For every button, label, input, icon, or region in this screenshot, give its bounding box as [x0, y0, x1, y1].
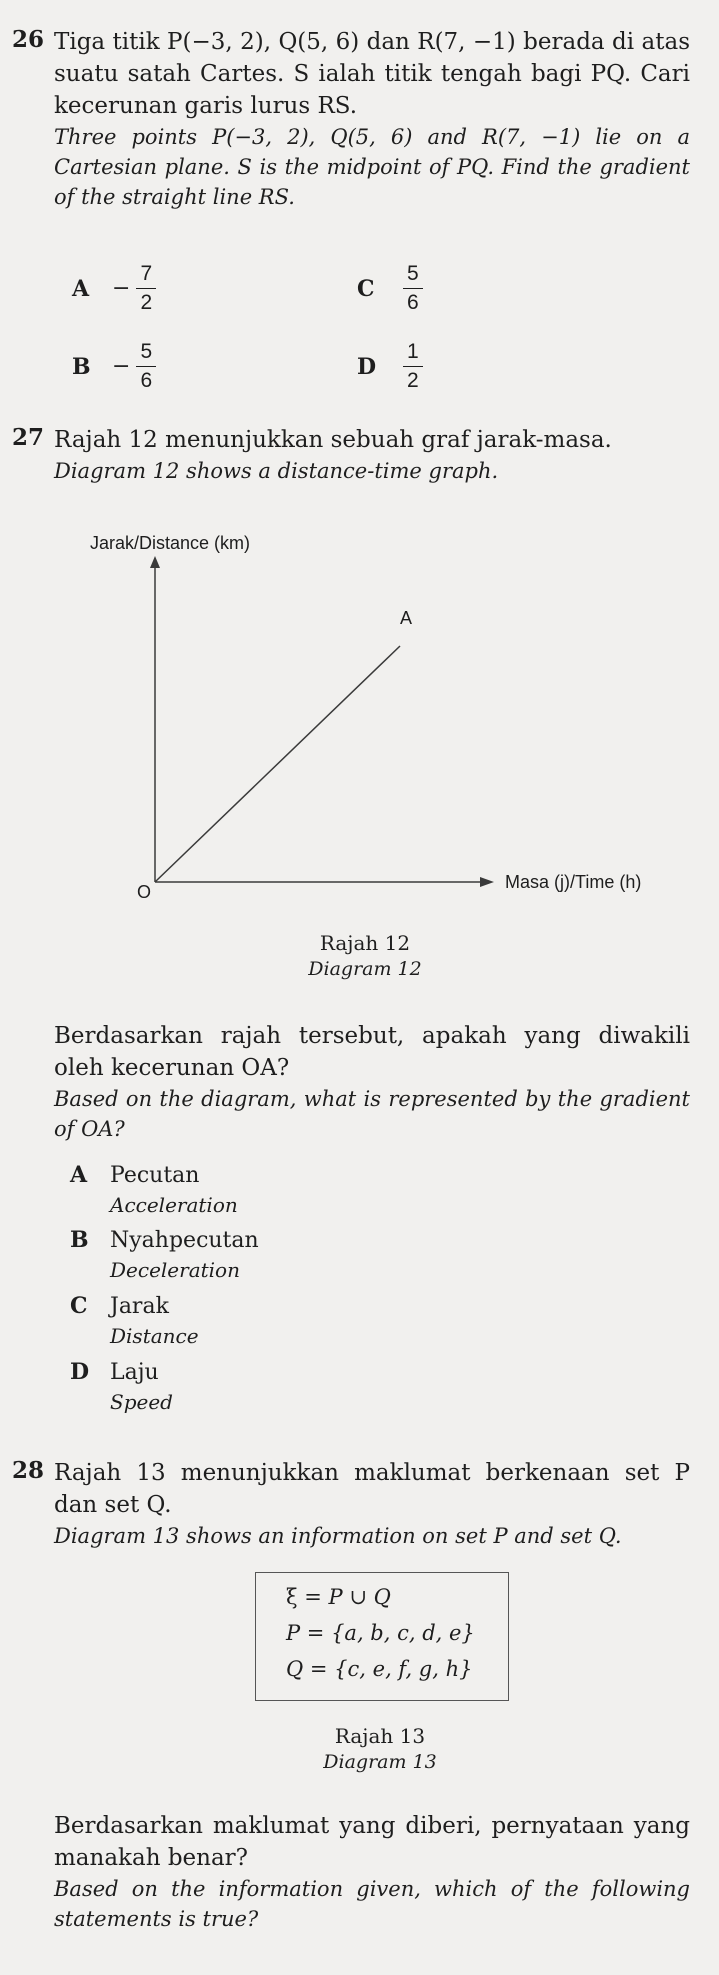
choice-english: Deceleration — [110, 1258, 240, 1282]
y-axis-label: Jarak/Distance (km) — [90, 533, 251, 553]
fraction — [112, 340, 156, 393]
choice-d[interactable] — [70, 1357, 173, 1416]
choice-malay: Nyahpecutan — [110, 1228, 259, 1253]
question-text-english: Diagram 12 shows a distance-time graph. — [54, 459, 499, 483]
question-text-malay: Tiga titik P(−3, 2), Q(5, 6) dan R(7, −1) berada di atas suatu satah Cartes. S ialah titik tengah bagi PQ. Cari kecerunan garis lurus RS. — [54, 29, 690, 119]
fraction — [112, 262, 156, 315]
option-letter: C — [357, 275, 375, 302]
distance-time-graph — [0, 520, 719, 900]
universal-set-def: = P ∪ Q — [297, 1585, 391, 1609]
caption-malay: Rajah 12 — [319, 931, 411, 955]
set-p-def: P = {a, b, c, d, e} — [286, 1621, 475, 1645]
question-number: 28 — [12, 1457, 45, 1484]
set-info-box — [255, 1572, 509, 1701]
numerator: 5 — [136, 340, 156, 367]
numerator: 5 — [403, 262, 423, 289]
choice-letter: B — [70, 1227, 89, 1253]
diagram-13-caption — [280, 1723, 480, 1775]
question-number: 27 — [12, 424, 45, 451]
choice-b[interactable] — [70, 1225, 259, 1284]
caption-english: Diagram 12 — [308, 958, 422, 980]
option-letter: A — [72, 275, 90, 302]
sign: − — [112, 354, 131, 379]
caption-malay: Rajah 13 — [334, 1724, 426, 1748]
option-c[interactable] — [357, 262, 423, 315]
line-oa — [155, 646, 400, 882]
prompt-english: Based on the diagram, what is represented by the gradient of OA? — [54, 1087, 690, 1141]
option-letter: B — [72, 353, 91, 380]
origin-label: O — [137, 882, 152, 900]
question-text-malay: Rajah 12 menunjukkan sebuah graf jarak-masa. — [54, 427, 612, 453]
choice-english: Acceleration — [110, 1193, 238, 1217]
x-axis-label: Masa (j)/Time (h) — [505, 872, 642, 892]
denominator: 2 — [140, 291, 153, 314]
question-26 — [12, 26, 690, 212]
choice-english: Distance — [110, 1324, 199, 1348]
prompt-malay: Berdasarkan rajah tersebut, apakah yang diwakili oleh kecerunan OA? — [54, 1023, 690, 1081]
fraction — [397, 262, 423, 315]
question-number: 26 — [12, 26, 45, 53]
question-27 — [12, 424, 690, 486]
set-q-def: Q = {c, e, f, g, h} — [286, 1657, 473, 1681]
question-text-malay: Rajah 13 menunjukkan maklumat berkenaan set P dan set Q. — [54, 1460, 690, 1518]
prompt-malay: Berdasarkan maklumat yang diberi, pernyataan yang manakah benar? — [54, 1813, 690, 1871]
choice-letter: C — [70, 1293, 88, 1319]
choice-c[interactable] — [70, 1291, 199, 1350]
question-text-english: Three points P(−3, 2), Q(5, 6) and R(7, −1) lie on a Cartesian plane. S is the midpoint of PQ. Find the gradient of the straight line RS. — [54, 125, 690, 209]
question-27-prompt — [30, 1020, 690, 1144]
x-axis-arrow — [480, 877, 494, 887]
question-28 — [12, 1457, 690, 1551]
caption-english: Diagram 13 — [323, 1751, 437, 1773]
numerator: 7 — [136, 262, 156, 289]
question-text-english: Diagram 13 shows an information on set P and set Q. — [54, 1524, 622, 1548]
question-28-prompt — [30, 1810, 690, 1934]
universal-set-line — [286, 1585, 391, 1609]
choice-letter: D — [70, 1359, 90, 1385]
option-d[interactable] — [357, 340, 423, 393]
choice-malay: Jarak — [110, 1294, 169, 1319]
option-letter: D — [357, 353, 377, 380]
option-b[interactable] — [72, 340, 156, 393]
denominator: 2 — [407, 369, 419, 392]
y-axis-arrow — [150, 556, 160, 568]
denominator: 6 — [140, 369, 153, 392]
numerator: 1 — [403, 340, 423, 367]
choice-english: Speed — [110, 1390, 173, 1414]
xi-symbol: ξ — [286, 1585, 298, 1609]
point-a-label: A — [400, 608, 413, 628]
choice-letter: A — [70, 1162, 88, 1188]
choice-a[interactable] — [70, 1160, 238, 1219]
prompt-english: Based on the information given, which of the following statements is true? — [54, 1877, 690, 1931]
sign: − — [112, 276, 131, 301]
denominator: 6 — [407, 291, 419, 314]
fraction — [397, 340, 423, 393]
option-a[interactable] — [72, 262, 156, 315]
diagram-12-caption — [265, 930, 465, 982]
choice-malay: Laju — [110, 1360, 159, 1385]
choice-malay: Pecutan — [110, 1163, 200, 1188]
